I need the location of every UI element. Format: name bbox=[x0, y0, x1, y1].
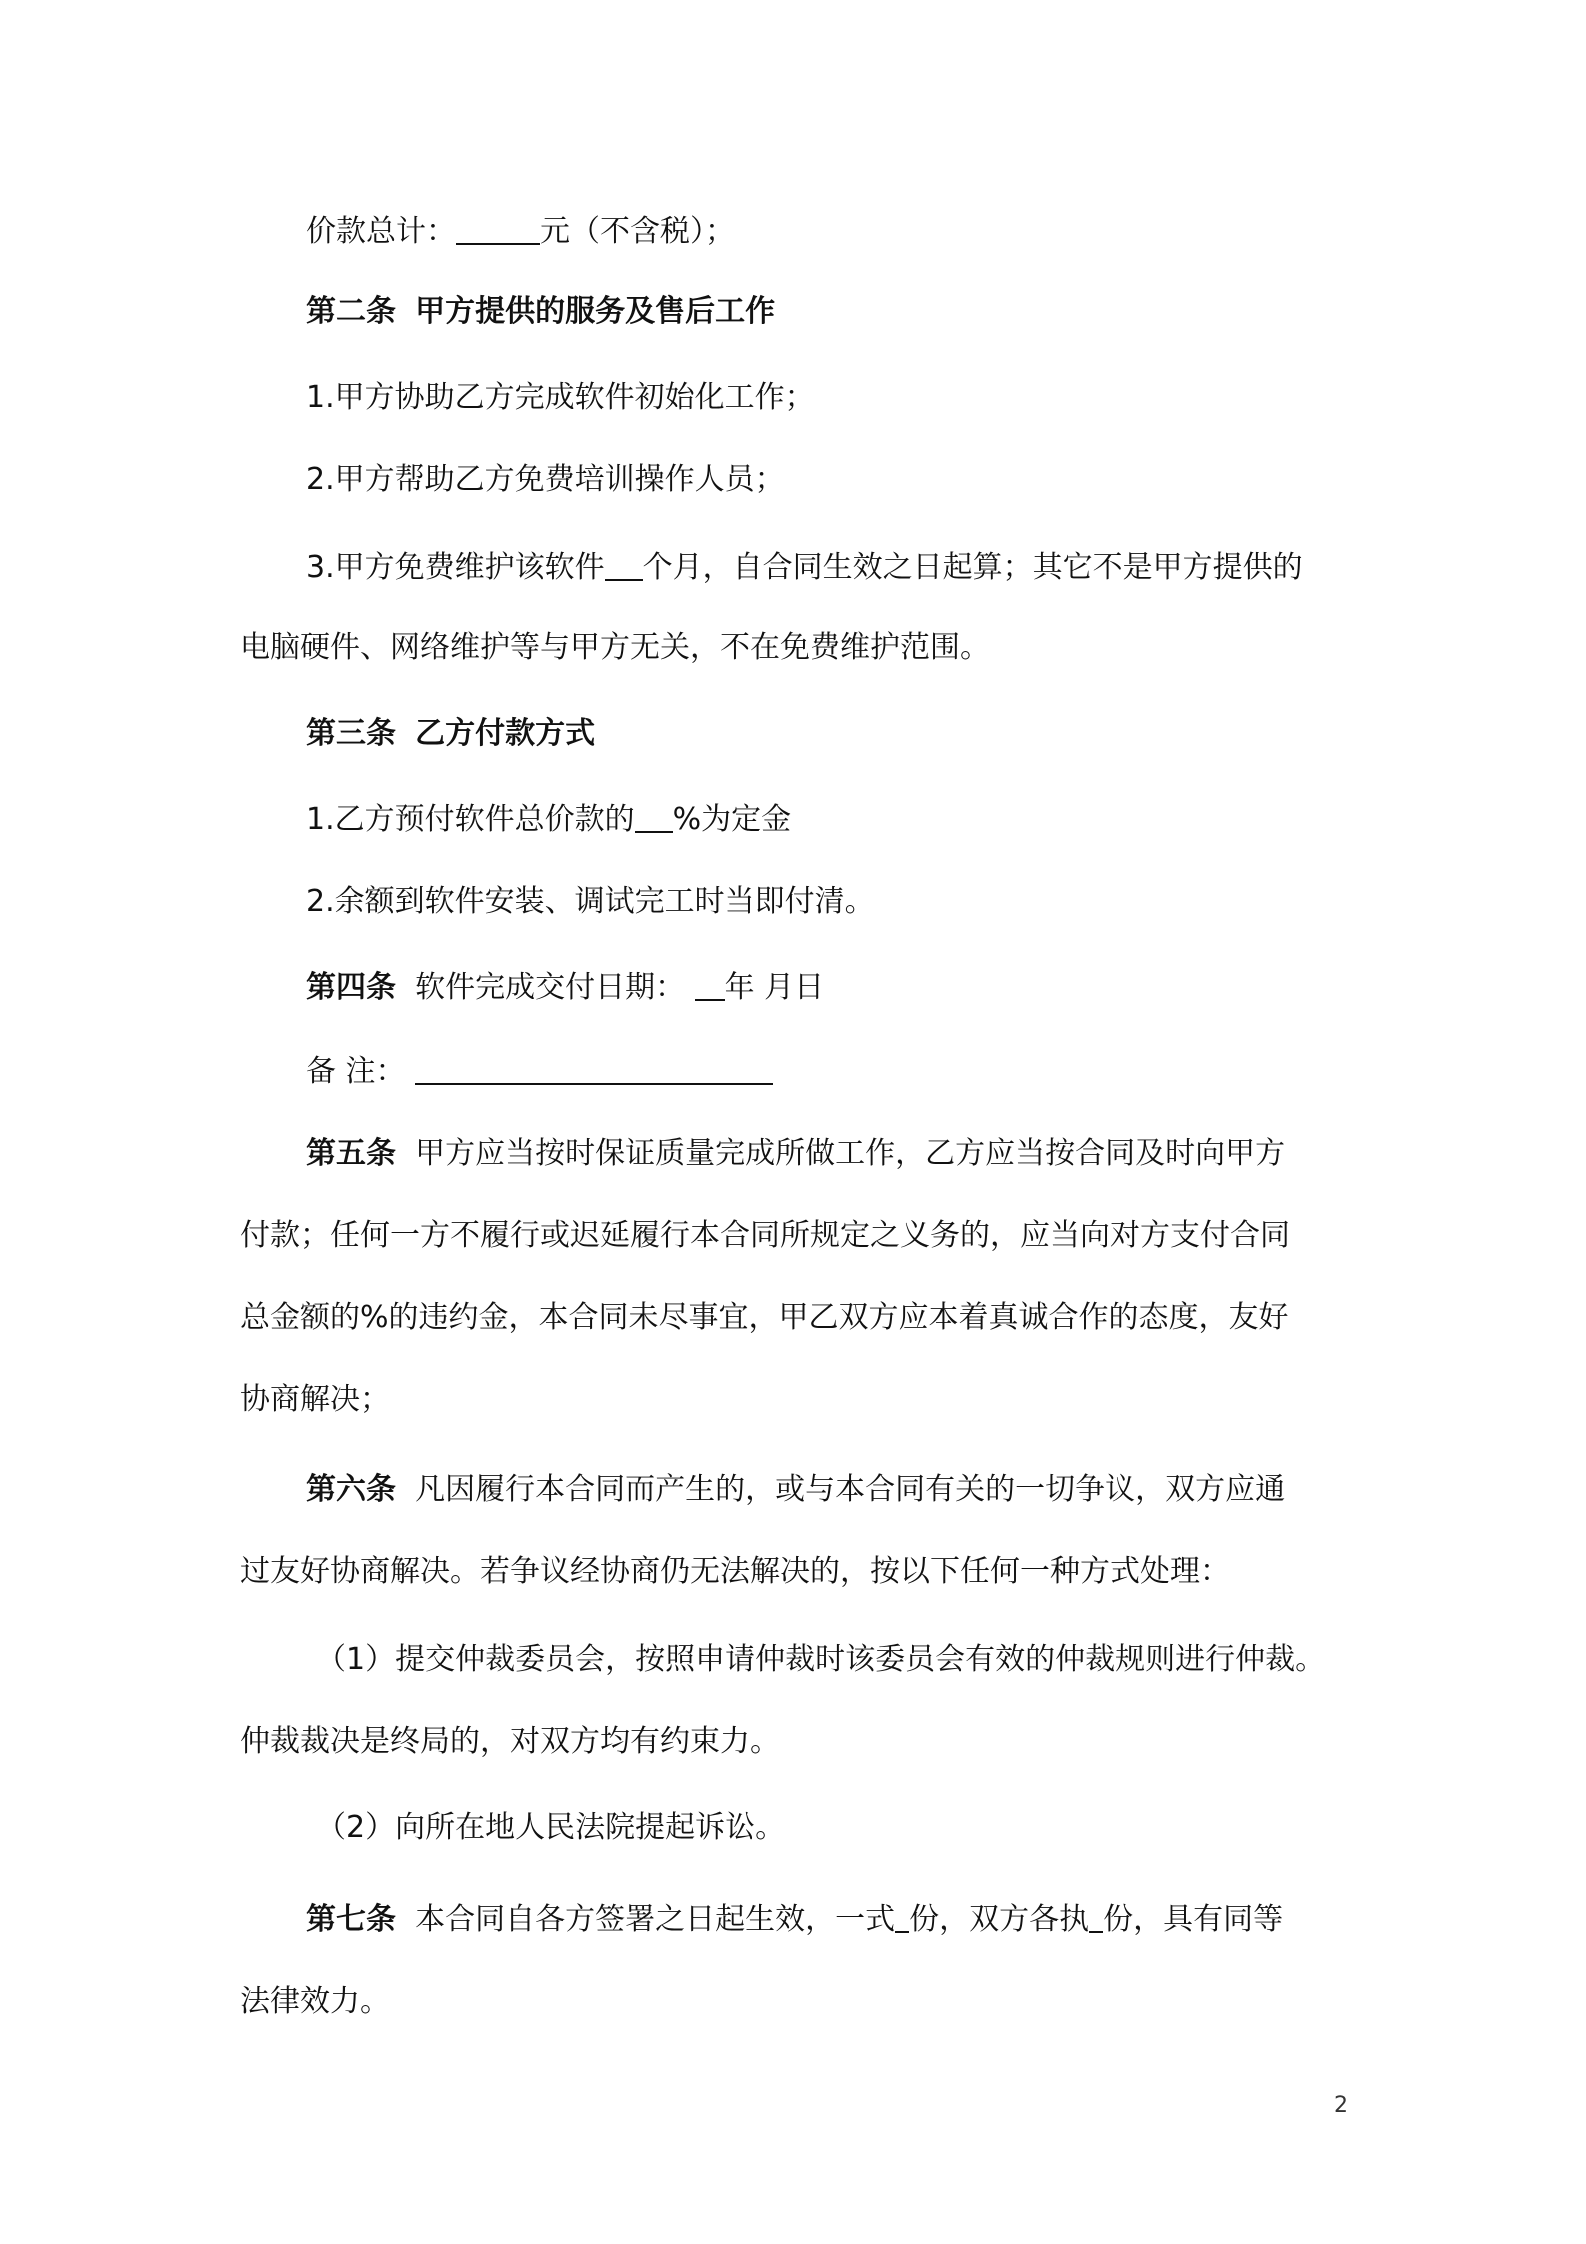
deposit-text-a: 1.乙方预付软件总价款的 bbox=[306, 802, 635, 837]
article-6-option-2: （2）向所在地人民法院提起诉讼。 bbox=[316, 1810, 786, 1845]
article-7-line-1 bbox=[306, 1900, 1283, 1940]
article-7-text-a: 本合同自各方签署之日起生效，一式 bbox=[415, 1902, 896, 1937]
article-4-number: 第四条 bbox=[306, 970, 396, 1005]
article-2-item-3-cont: 电脑硬件、网络维护等与甲方无关，不在免费维护范围。 bbox=[240, 630, 990, 665]
deposit-text-b: %为定金 bbox=[672, 802, 792, 837]
article-2-item-2: 2.甲方帮助乙方免费培训操作人员； bbox=[306, 462, 785, 497]
month-day-label: 月日 bbox=[764, 970, 825, 1005]
article-6-line-2: 过友好协商解决。若争议经协商仍无法解决的，按以下任何一种方式处理： bbox=[240, 1554, 1230, 1589]
copies-blank bbox=[895, 1901, 909, 1933]
article-3-number: 第三条 bbox=[306, 716, 396, 751]
article-5-number: 第五条 bbox=[306, 1136, 396, 1171]
article-7-text-c: 份，具有同等 bbox=[1103, 1902, 1284, 1937]
article-6-number: 第六条 bbox=[306, 1472, 396, 1507]
deposit-blank bbox=[635, 801, 673, 833]
article-3-title: 乙方付款方式 bbox=[415, 716, 596, 751]
page-number: 2 bbox=[1334, 2093, 1348, 2118]
item-3-text-a: 3.甲方免费维护该软件 bbox=[306, 550, 605, 585]
article-2-item-3 bbox=[306, 548, 1303, 588]
article-5-line-4: 协商解决； bbox=[240, 1382, 390, 1417]
year-label: 年 bbox=[724, 970, 755, 1005]
price-total-label: 价款总计： bbox=[306, 214, 456, 249]
article-5-line-1 bbox=[306, 1134, 1285, 1174]
price-blank bbox=[456, 213, 540, 245]
remarks-line bbox=[306, 1052, 773, 1092]
article-5-line-2: 付款；任何一方不履行或迟延履行本合同所规定之义务的，应当向对方支付合同 bbox=[240, 1218, 1290, 1253]
price-total-line bbox=[306, 212, 735, 252]
months-blank bbox=[605, 549, 643, 581]
remarks-blank bbox=[415, 1053, 773, 1085]
item-3-text-b: 个月，自合同生效之日起算；其它不是甲方提供的 bbox=[642, 550, 1303, 585]
article-3-item-2: 2.余额到软件安装、调试完工时当即付清。 bbox=[306, 884, 875, 919]
each-party-blank bbox=[1089, 1901, 1103, 1933]
article-3-item-1 bbox=[306, 800, 791, 840]
delivery-date-label: 软件完成交付日期： bbox=[415, 970, 686, 1005]
article-4-line bbox=[306, 968, 824, 1008]
article-6-line-1 bbox=[306, 1470, 1285, 1510]
article-6-option-1: （1）提交仲裁委员会，按照申请仲裁时该委员会有效的仲裁规则进行仲裁。 bbox=[316, 1642, 1326, 1677]
article-2-number: 第二条 bbox=[306, 294, 396, 329]
price-unit: 元（不含税）； bbox=[540, 214, 735, 249]
article-2-item-1: 1.甲方协助乙方完成软件初始化工作； bbox=[306, 380, 815, 415]
article-2-title: 甲方提供的服务及售后工作 bbox=[415, 294, 776, 329]
remarks-label: 备 注： bbox=[306, 1054, 406, 1089]
article-5-line-3: 总金额的%的违约金，本合同未尽事宜，甲乙双方应本着真诚合作的态度，友好 bbox=[240, 1300, 1289, 1335]
article-6-text: 凡因履行本合同而产生的，或与本合同有关的一切争议，双方应通 bbox=[415, 1472, 1286, 1507]
article-5-text: 甲方应当按时保证质量完成所做工作，乙方应当按合同及时向甲方 bbox=[415, 1136, 1286, 1171]
article-7-text-b: 份，双方各执 bbox=[909, 1902, 1090, 1937]
article-3-heading bbox=[306, 714, 595, 754]
article-6-option-1-cont: 仲裁裁决是终局的，对双方均有约束力。 bbox=[240, 1724, 780, 1759]
article-7-line-2: 法律效力。 bbox=[240, 1984, 390, 2019]
year-blank bbox=[695, 969, 725, 1001]
article-2-heading bbox=[306, 292, 775, 332]
article-7-number: 第七条 bbox=[306, 1902, 396, 1937]
